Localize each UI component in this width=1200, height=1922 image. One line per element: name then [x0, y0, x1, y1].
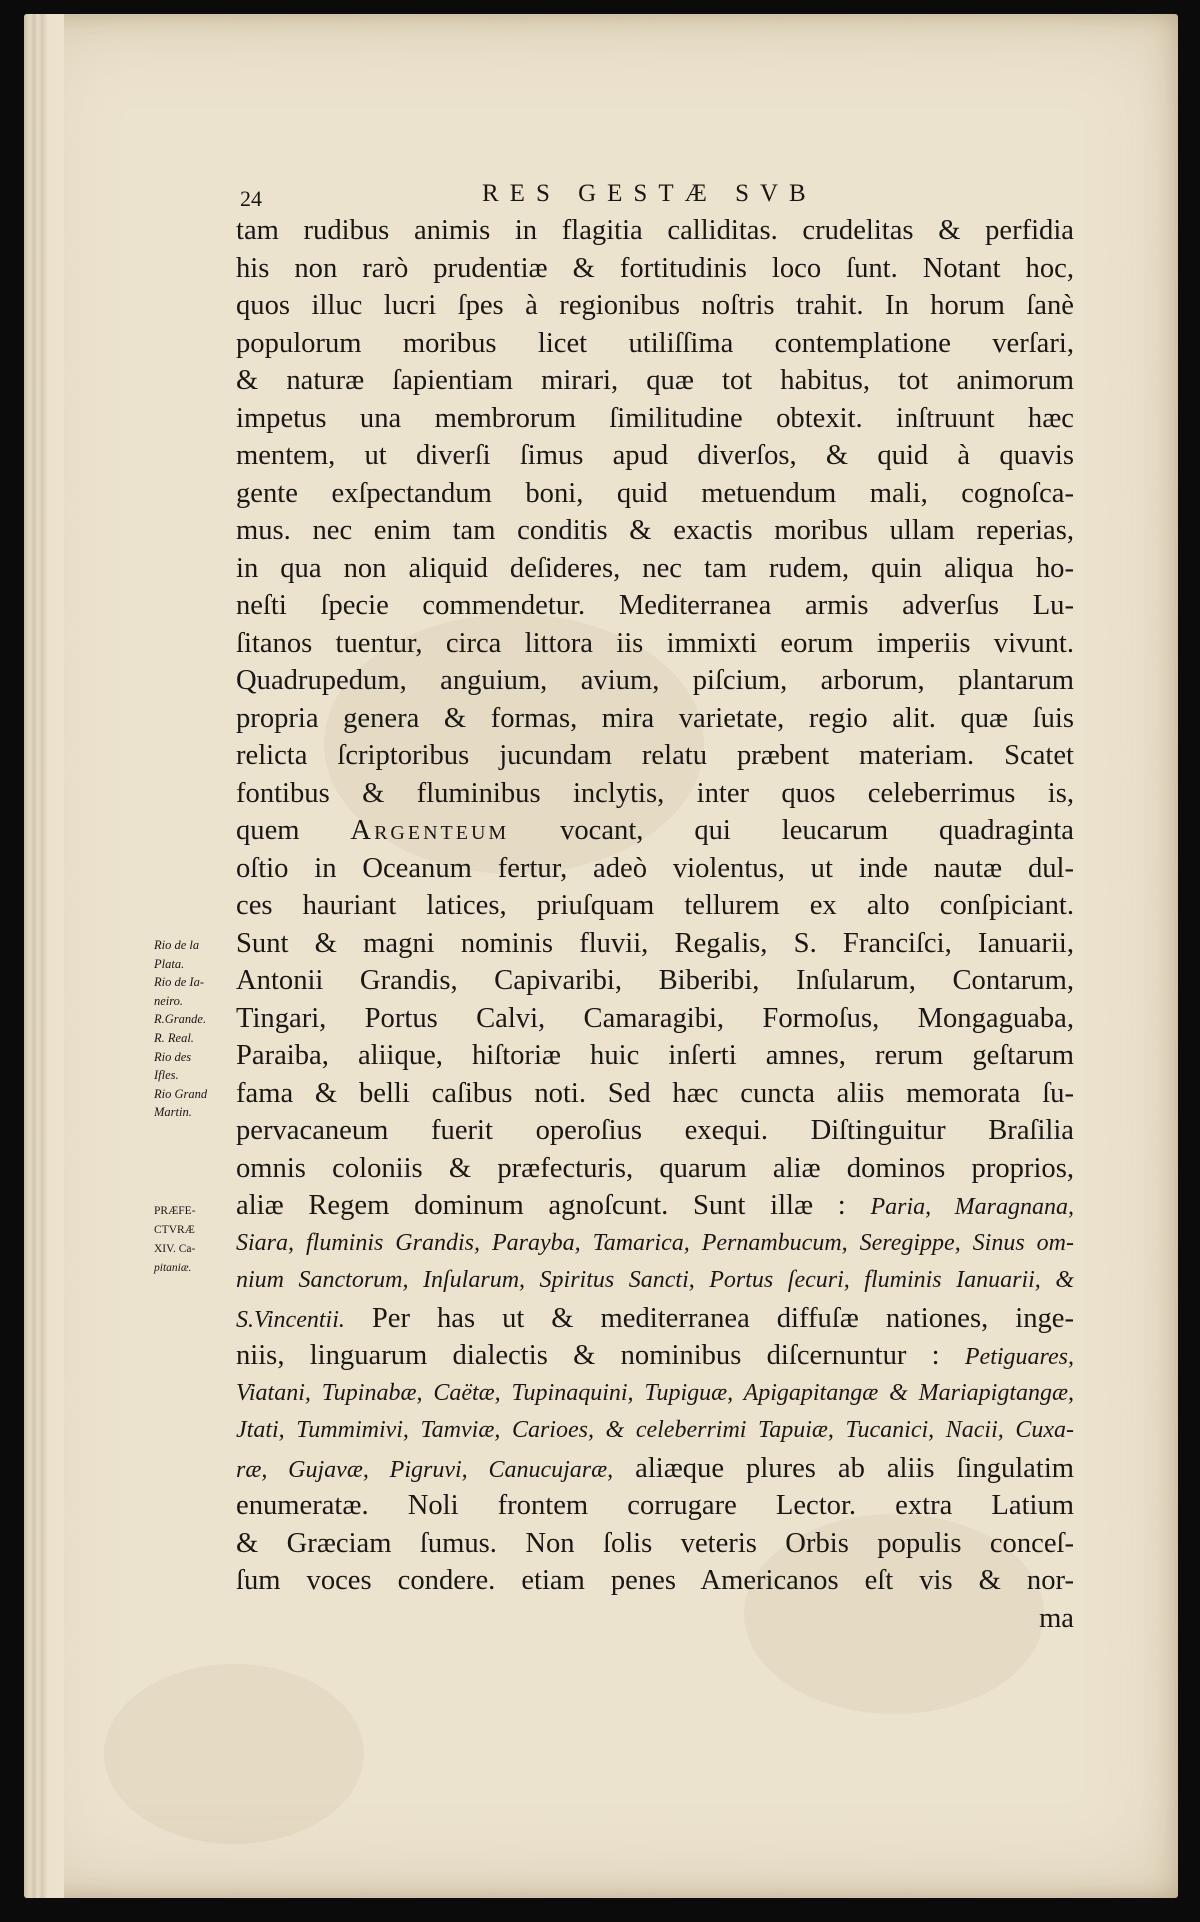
text-line: gente exſpectandum boni, quid metuendum mali, cognoſca- [236, 477, 1074, 509]
text-line: Sunt & magni nominis fluvii, Regalis, S. Franciſci, Ianuarii, [236, 927, 1074, 959]
text-run: quem [236, 815, 300, 846]
text-run: aliæ Regem dominum agnoſcunt. Sunt illæ : [236, 1190, 846, 1221]
margin-note-line: Plata. [154, 956, 185, 971]
text-line-italic: Siara, fluminis Grandis, Parayba, Tamarica, Pernambucum, Seregippe, Sinus om- [236, 1229, 1074, 1256]
margin-note-line: PRÆFE- [154, 1205, 196, 1217]
text-line: enumeratæ. Noli frontem corrugare Lector. extra Latium [236, 1490, 1074, 1521]
text-run-italic: S.Vincentii. [236, 1306, 345, 1333]
text-line: impetus una membrorum ſimilitudine obtexit. inſtruunt hæc [236, 402, 1074, 434]
margin-note-line: R.Grande. [154, 1012, 207, 1027]
text-line-italic: Jtati, Tummimivi, Tamviæ, Carioes, & celeberrimi Tapuiæ, Tucanici, Nacii, Cuxa- [236, 1417, 1074, 1443]
text-run-italic: Petiguares, [964, 1344, 1074, 1370]
text-run: niis, linguarum dialectis & nominibus diſcernuntur : [236, 1340, 940, 1371]
text-line: Paraiba, aliique, hiſtoriæ huic inſerti amnes, rerum geſtarum [236, 1040, 1074, 1071]
margin-note-line: CTVRÆ [154, 1224, 195, 1236]
catchword: ma [1039, 1602, 1074, 1634]
text-line: his non rarò prudentiæ & fortitudinis loco ſunt. Notant hoc, [236, 252, 1074, 284]
text-line: pervacaneum fuerit operoſius exequi. Diſtinguitur Braſilia [236, 1115, 1074, 1146]
text-line: relicta ſcriptoribus jucundam relatu præbent materiam. Scatet [236, 740, 1074, 771]
text-line: Tingari, Portus Calvi, Camaragibi, Formoſus, Mongaguaba, [236, 1002, 1074, 1034]
text-line: ſitanos tuentur, circa littora iis immixti eorum imperiis vivunt. [236, 627, 1074, 659]
margin-note-line: Rio de Ia- [154, 975, 204, 990]
text-run-small-caps: Argenteum [350, 815, 510, 846]
text-line [236, 812, 1074, 850]
text-line-italic: nium Sanctorum, Inſularum, Spiritus Sancti, Portus ſecuri, fluminis Ianuarii, & [236, 1267, 1074, 1293]
text-line: omnis coloniis & præfecturis, quarum aliæ dominos proprios, [236, 1152, 1074, 1184]
margin-note-line: XIV. Ca- [154, 1243, 196, 1255]
paper-stain [104, 1664, 364, 1844]
body-text [236, 212, 1074, 1637]
text-line: ces hauriant latices, priuſquam tellurem ex alto conſpiciant. [236, 890, 1074, 921]
running-head: RES GESTÆ SVB [482, 180, 817, 207]
text-line: propria genera & formas, mira varietate, regio alit. quæ ſuis [236, 702, 1074, 734]
text-run-italic: ræ, Gujavæ, Pigruvi, Canucujaræ, [236, 1456, 614, 1483]
page-number: 24 [240, 186, 262, 211]
text-line: neſti ſpecie commendetur. Mediterranea armis adverſus Lu- [236, 590, 1074, 621]
text-line: fama & belli caſibus noti. Sed hæc cuncta aliis memorata ſu- [236, 1077, 1074, 1109]
margin-note-line: pitaniæ. [154, 1262, 192, 1274]
margin-note-line: R. Real. [154, 1030, 194, 1045]
text-line [236, 1300, 1074, 1338]
text-line: populorum moribus licet utiliſſima contemplatione verſari, [236, 327, 1074, 359]
margin-note-line: Rio de la [154, 938, 200, 952]
margin-note-line: Rio Grand [154, 1086, 208, 1101]
margin-note-line: Rio des [154, 1049, 192, 1064]
text-line: ſum voces condere. etiam penes Americanos eſt vis & nor- [236, 1565, 1074, 1596]
text-line: mus. nec enim tam conditis & exactis moribus ullam reperias, [236, 515, 1074, 546]
page-header [240, 180, 1080, 216]
text-line: Antonii Grandis, Capivaribi, Biberibi, Inſularum, Contarum, [236, 965, 1074, 996]
text-line: & Græciam ſumus. Non ſolis veteris Orbis populis conceſ- [236, 1527, 1074, 1559]
text-line: in qua non aliquid deſideres, nec tam rudem, quin aliqua ho- [236, 552, 1074, 584]
text-line: fontibus & fluminibus inclytis, inter quos celeberrimus is, [236, 777, 1074, 809]
text-line: Quadrupedum, anguium, avium, piſcium, arborum, plantarum [236, 665, 1074, 696]
text-run: vocant, qui leucarum quadraginta [560, 815, 1074, 846]
text-line [236, 1337, 1074, 1375]
text-line: & naturæ ſapientiam mirari, quæ tot habitus, tot animorum [236, 365, 1074, 396]
text-run: aliæque plures ab aliis ſingulatim [635, 1452, 1075, 1484]
margin-note-line: neiro. [154, 993, 184, 1008]
text-line: mentem, ut diverſi ſimus apud diverſos, & quid à quavis [236, 440, 1074, 471]
margin-note-line: Martin. [154, 1105, 192, 1120]
text-line: quos illuc lucri ſpes à regionibus noſtris trahit. In horum ſanè [236, 290, 1074, 321]
text-line [236, 1187, 1074, 1225]
text-line: tam rudibus animis in flagitia calliditas. crudelitas & perfidia [236, 215, 1074, 246]
page-edge-stack [24, 14, 64, 1898]
text-line-italic: Viatani, Tupinabæ, Caëtæ, Tupinaquini, Tupiguæ, Apigapitangæ & Mariapigtangæ, [236, 1379, 1074, 1406]
text-run: Per has ut & mediterranea diffuſæ nationes, inge- [371, 1302, 1074, 1334]
text-run-italic: Paria, Maragnana, [870, 1194, 1074, 1220]
text-line: oſtio in Oceanum fertur, adeò violentus, ut inde nautæ dul- [236, 852, 1074, 884]
text-line [236, 1450, 1074, 1488]
margin-note-line: Ifles. [154, 1068, 179, 1083]
